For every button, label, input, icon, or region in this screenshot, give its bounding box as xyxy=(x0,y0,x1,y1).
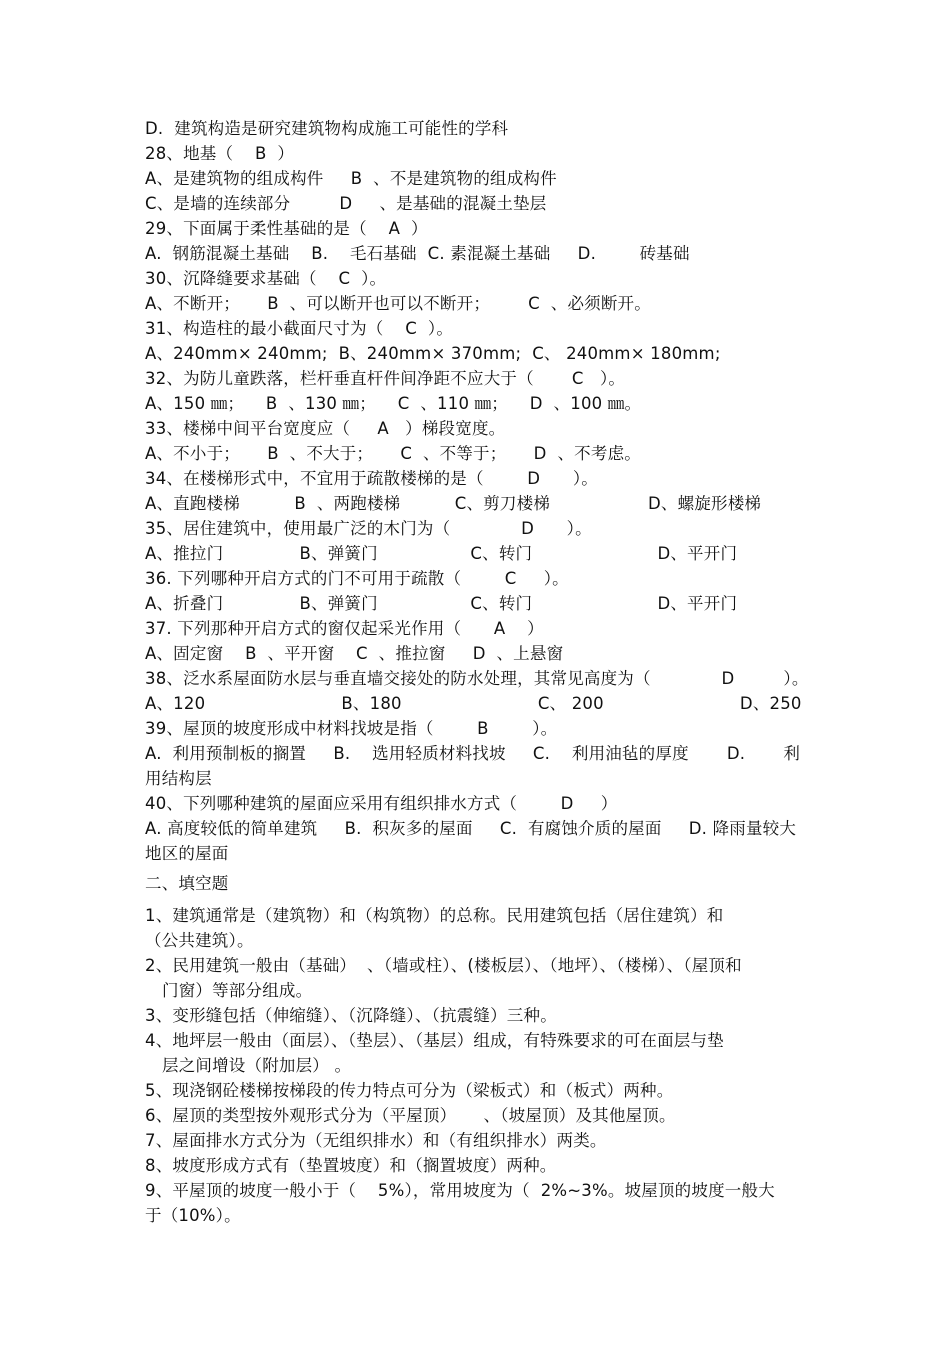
question-29: 29、下面属于柔性基础的是（ A ） xyxy=(145,219,428,238)
question-33: 33、楼梯中间平台宽度应（ A ）梯段宽度。 xyxy=(145,419,506,438)
question-36: 36. 下列哪种开启方式的门不可用于疏散（ C ）。 xyxy=(145,569,569,588)
text-line: A、推拉门 B、弹簧门 C、转门 D、平开门 xyxy=(145,544,738,563)
question-38: 38、泛水系屋面防水层与垂直墙交接处的防水处理，其常见高度为（ D ）。 xyxy=(145,669,809,688)
text-line: A. 利用预制板的搁置 B. 选用轻质材料找坡 C. 利用油毡的厚度 D. 利 xyxy=(145,744,801,763)
text-line: A. 高度较低的简单建筑 B. 积灰多的屋面 C. 有腐蚀介质的屋面 D. 降雨量较大 xyxy=(145,819,797,838)
question-34: 34、在楼梯形式中，不宜用于疏散楼梯的是（ D ）。 xyxy=(145,469,598,488)
text-line: D. 建筑构造是研究建筑物构成施工可能性的学科 xyxy=(145,119,509,138)
text-line: A. 钢筋混凝土基础 B. 毛石基础 C. 素混凝土基础 D. 砖基础 xyxy=(145,244,690,263)
question-31: 31、构造柱的最小截面尺寸为（ C ）。 xyxy=(145,319,454,338)
fill-item-3: 3、变形缝包括（伸缩缝）、（沉降缝）、（抗震缝）三种。 xyxy=(145,1006,557,1025)
question-30: 30、沉降缝要求基础（ C ）。 xyxy=(145,269,387,288)
text-line: A、固定窗 B 、平开窗 C 、推拉窗 D 、上悬窗 xyxy=(145,644,564,663)
text-line: 用结构层 xyxy=(145,769,212,788)
text-line: A、折叠门 B、弹簧门 C、转门 D、平开门 xyxy=(145,594,738,613)
text-line: A、不断开； B 、可以断开也可以不断开； C 、必须断开。 xyxy=(145,294,651,313)
fill-item-9: 9、平屋顶的坡度一般小于（ 5%），常用坡度为（ 2%~3%。坡屋顶的坡度一般大 xyxy=(145,1181,775,1200)
fill-item-6: 6、屋顶的类型按外观形式分为（平屋顶） 、（坡屋顶）及其他屋顶。 xyxy=(145,1106,676,1125)
fill-item-2: 2、民用建筑一般由（基础） 、（墙或柱）、(楼板层）、（地坪）、（楼梯）、（屋顶和 xyxy=(145,956,742,975)
text-line: 层之间增设（附加层） 。 xyxy=(162,1056,352,1075)
fill-item-5: 5、现浇钢砼楼梯按梯段的传力特点可分为（梁板式）和（板式）两种。 xyxy=(145,1081,674,1100)
question-40: 40、下列哪种建筑的屋面应采用有组织排水方式（ D ） xyxy=(145,794,618,813)
section-heading: 二、填空题 xyxy=(145,874,229,893)
question-35: 35、居住建筑中，使用最广泛的木门为（ D ）。 xyxy=(145,519,592,538)
text-line: A、240mm× 240mm; B、240mm× 370mm; C、 240mm× 180mm; xyxy=(145,344,721,363)
question-32: 32、为防儿童跌落，栏杆垂直杆件间净距不应大于（ C ）。 xyxy=(145,369,626,388)
question-39: 39、屋顶的坡度形成中材料找坡是指（ B ）。 xyxy=(145,719,558,738)
text-line: C、是墙的连续部分 D 、是基础的混凝土垫层 xyxy=(145,194,547,213)
question-28: 28、地基（ B ） xyxy=(145,144,295,163)
text-line: A、直跑楼梯 B 、两跑楼梯 C、剪刀楼梯 D、螺旋形楼梯 xyxy=(145,494,762,513)
fill-item-8: 8、坡度形成方式有（垫置坡度）和（搁置坡度）两种。 xyxy=(145,1156,557,1175)
text-line: 门窗）等部分组成。 xyxy=(162,981,313,1000)
question-37: 37. 下列那种开启方式的窗仅起采光作用（ A ） xyxy=(145,619,544,638)
text-line: A、是建筑物的组成构件 B 、不是建筑物的组成构件 xyxy=(145,169,557,188)
text-line: A、120 B、180 C、 200 D、250 xyxy=(145,694,802,713)
text-line: A、不小于； B 、不大于； C 、不等于； D 、不考虑。 xyxy=(145,444,641,463)
text-line: A、150 ㎜； B 、130 ㎜； C 、110 ㎜； D 、100 ㎜。 xyxy=(145,394,642,413)
fill-item-1: 1、建筑通常是（建筑物）和（构筑物）的总称。民用建筑包括（居住建筑）和 xyxy=(145,906,724,925)
fill-item-4: 4、地坪层一般由（面层）、（垫层）、（基层）组成，有特殊要求的可在面层与垫 xyxy=(145,1031,724,1050)
fill-item-7: 7、屋面排水方式分为（无组织排水）和（有组织排水）两类。 xyxy=(145,1131,607,1150)
text-line: （公共建筑）。 xyxy=(145,931,254,950)
text-line: 于（10%）。 xyxy=(145,1206,241,1225)
text-line: 地区的屋面 xyxy=(145,844,229,863)
